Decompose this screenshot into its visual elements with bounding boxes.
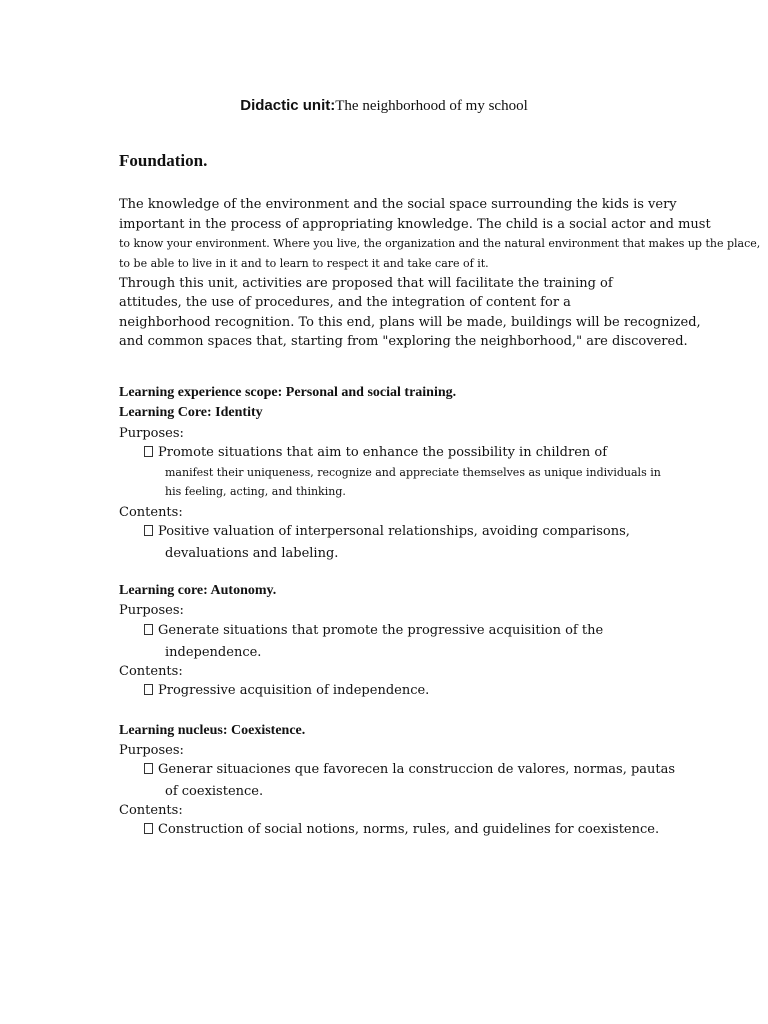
bullet-box-icon xyxy=(144,823,153,834)
purpose-text: his feeling, acting, and thinking. xyxy=(165,485,346,498)
core-heading: Learning core: Autonomy. xyxy=(119,583,277,598)
content-text: Progressive acquisition of independence. xyxy=(158,683,430,698)
purpose-bullet xyxy=(144,445,607,460)
content-bullet xyxy=(144,683,429,698)
foundation-line: and common spaces that, starting from "exploring the neighborhood," are discovered. xyxy=(119,334,688,349)
bullet-box-icon xyxy=(144,684,153,695)
title-bold: Didactic unit: xyxy=(240,97,336,114)
purposes-label: Purposes: xyxy=(119,743,184,758)
content-text: devaluations and labeling. xyxy=(165,546,339,561)
content-text: Positive valuation of interpersonal relationships, avoiding comparisons, xyxy=(158,524,630,539)
foundation-heading: Foundation. xyxy=(119,151,208,170)
bullet-box-icon xyxy=(144,525,153,536)
foundation-line: Through this unit, activities are proposed that will facilitate the training of xyxy=(119,276,613,291)
content-text: Construction of social notions, norms, rules, and guidelines for coexistence. xyxy=(158,822,660,837)
bullet-box-icon xyxy=(144,624,153,635)
purpose-bullet xyxy=(144,623,603,638)
purposes-label: Purposes: xyxy=(119,603,184,618)
foundation-line: to know your environment. Where you live, the organization and the natural environment that makes up the place, xyxy=(119,237,761,250)
foundation-line: The knowledge of the environment and the social space surrounding the kids is very xyxy=(119,197,677,212)
foundation-line: attitudes, the use of procedures, and the integration of content for a xyxy=(119,295,571,310)
foundation-line: important in the process of appropriating knowledge. The child is a social actor and must xyxy=(119,217,711,232)
title-rest: The neighborhood of my school xyxy=(335,98,528,114)
purpose-text: manifest their uniqueness, recognize and appreciate themselves as unique individuals in xyxy=(165,466,661,479)
foundation-line: to be able to live in it and to learn to respect it and take care of it. xyxy=(119,257,489,270)
page-title xyxy=(0,96,768,115)
purpose-text: Generate situations that promote the progressive acquisition of the xyxy=(158,623,604,638)
purpose-text: Promote situations that aim to enhance the possibility in children of xyxy=(158,445,608,460)
contents-label: Contents: xyxy=(119,803,183,818)
scope-heading: Learning experience scope: Personal and social training. xyxy=(119,385,457,400)
purposes-label: Purposes: xyxy=(119,426,184,441)
core-heading: Learning nucleus: Coexistence. xyxy=(119,723,306,738)
contents-label: Contents: xyxy=(119,664,183,679)
contents-label: Contents: xyxy=(119,505,183,520)
content-bullet xyxy=(144,822,659,837)
foundation-line: neighborhood recognition. To this end, plans will be made, buildings will be recognized, xyxy=(119,315,701,330)
core-heading: Learning Core: Identity xyxy=(119,405,263,420)
purpose-bullet xyxy=(144,762,675,777)
purpose-text: of coexistence. xyxy=(165,784,264,799)
content-bullet xyxy=(144,524,630,539)
bullet-box-icon xyxy=(144,446,153,457)
bullet-box-icon xyxy=(144,763,153,774)
purpose-text: Generar situaciones que favorecen la construccion de valores, normas, pautas xyxy=(158,762,676,777)
purpose-text: independence. xyxy=(165,645,262,660)
